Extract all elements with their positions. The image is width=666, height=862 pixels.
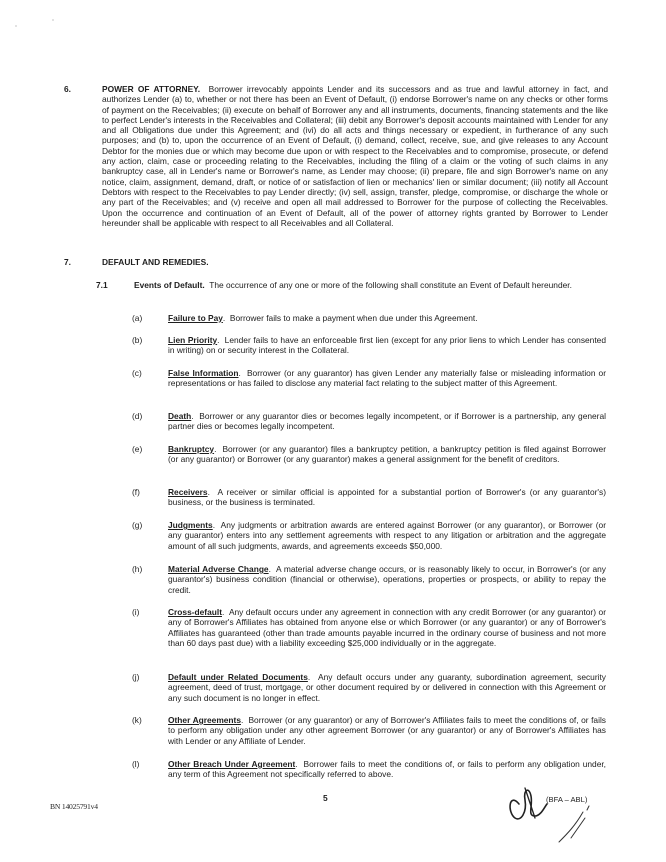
subsection-7-1 <box>96 280 606 290</box>
item-label: (e) <box>132 444 143 454</box>
item-title: Death <box>168 411 192 421</box>
subsection-body <box>134 280 606 290</box>
default-item-b <box>132 335 606 356</box>
item-body: Judgments. Any judgments or arbitration awards are entered against Borrower (or any guarantor), or Borrower (or any guarantor) enters into any settlement agreements with respect to any litigation or arbitration and the aggregate amount of all such judgments, awards, and agreements exceeds $50,000. <box>168 520 606 551</box>
item-text: Borrower or any guarantor dies or becomes legally incompetent, or if Borrower is a partnership, any general partner dies or becomes legally incompetent. <box>168 411 606 432</box>
subsection-text: The occurrence of any one or more of the following shall constitute an Event of Default hereunder. <box>209 280 572 290</box>
item-text: Borrower fails to make a payment when due under this Agreement. <box>229 313 478 323</box>
item-title: Judgments <box>168 520 213 530</box>
item-body: Cross-default. Any default occurs under any agreement in connection with any credit Borrower (or any guarantor) or any of Borrower's Affiliates has obtained from anyone else or which Borrower (or any guarantor) or any of Borrower's Affiliates has guaranteed (other than trade amounts payable incurred in the ordinary course of business and not more than 60 days past due) with a liability exceeding $25,000 individually or in the aggregate. <box>168 607 606 648</box>
item-title: Material Adverse Change <box>168 564 269 574</box>
item-text: Borrower fails to meet the conditions of, or fails to perform any obligation under, any term of this Agreement not specifically referred to above. <box>168 759 606 780</box>
item-body: Bankruptcy. Borrower (or any guarantor) files a bankruptcy petition, a bankruptcy petition is filed against Borrower (or any guarantor) or Borrower (or any guarantor) makes a general assignment for the benefit of creditors. <box>168 444 606 465</box>
default-item-a <box>132 313 606 323</box>
item-label: (d) <box>132 411 143 421</box>
initials-label: (BFA – ABL) <box>546 795 588 804</box>
item-label: (k) <box>132 715 142 725</box>
item-body: Death. Borrower or any guarantor dies or becomes legally incompetent, or if Borrower is a partnership, any general partner dies or becomes legally incompetent. <box>168 411 606 432</box>
default-item-e <box>132 444 606 465</box>
item-body: Other Breach Under Agreement. Borrower fails to meet the conditions of, or fails to perform any obligation under, any term of this Agreement not specifically referred to above. <box>168 759 606 780</box>
item-text: Borrower (or any guarantor) files a bankruptcy petition, a bankruptcy petition is filed against Borrower (or any guarantor) or Borrower (or any guarantor) makes a general assignment for the benefit of creditors. <box>168 444 606 465</box>
item-title: Bankruptcy <box>168 444 215 454</box>
item-text: Lender fails to have an enforceable first lien (except for any prior liens to which Lender has consented in writing) on or security interest in the Collateral. <box>168 335 606 356</box>
item-title: Other Agreements <box>168 715 241 725</box>
item-title: Failure to Pay <box>168 313 223 323</box>
item-text: A material adverse change occurs, or is reasonably likely to occur, in Borrower's (or any guarantor's) business condition (financial or otherwise), operations, properties or prospects, or ability to repay the credit. <box>168 564 606 595</box>
signature-stroke <box>559 806 589 842</box>
default-item-k <box>132 715 606 746</box>
section-body <box>102 84 608 228</box>
item-label: (l) <box>132 759 140 769</box>
item-title: Receivers <box>168 487 208 497</box>
default-item-i <box>132 607 606 648</box>
item-label: (i) <box>132 607 140 617</box>
item-body: Default under Related Documents. Any default occurs under any guaranty, subordination agreement, security agreement, deed of trust, mortgage, or other document required by or delivered in connection with this Agreement or any such document is no longer in effect. <box>168 672 606 703</box>
section-7 <box>64 257 608 267</box>
default-item-l <box>132 759 606 780</box>
item-label: (j) <box>132 672 140 682</box>
section-number: 6. <box>64 84 71 94</box>
section-title: POWER OF ATTORNEY. <box>102 84 201 94</box>
item-body: False Information. Borrower (or any guarantor) has given Lender any materially false or misleading information or representations or has failed to disclose any material fact relating to the subject matter of this Agreement. <box>168 368 606 389</box>
item-label: (h) <box>132 564 143 574</box>
item-title: False Information <box>168 368 239 378</box>
handwritten-initials-signature <box>505 782 615 852</box>
section-6 <box>64 84 608 228</box>
item-body: Material Adverse Change. A material adverse change occurs, or is reasonably likely to occur, in Borrower's (or any guarantor's) business condition (financial or otherwise), operations, properties or prospects, or ability to repay the credit. <box>168 564 606 595</box>
item-text: Any default occurs under any guaranty, subordination agreement, security agreement, deed of trust, mortgage, or other document required by or delivered in connection with this Agreement or any such document is no longer in effect. <box>168 672 606 703</box>
item-text: Any default occurs under any agreement in connection with any credit Borrower (or any guarantor) or any of Borrower's Affiliates has obtained from anyone else or which Borrower (or any guarantor) or any of Borrower's Affiliates has guaranteed (other than trade amounts payable incurred in the ordinary course of business and not more than 60 days past due) with a liability exceeding $25,000 individually or in the aggregate. <box>168 607 606 648</box>
item-label: (a) <box>132 313 143 323</box>
item-text: Any judgments or arbitration awards are entered against Borrower (or any guarantor), or Borrower (or any guarantor) enters into any settlement agreements with respect to any litigation or arbitration and the aggregate amount of all such judgments, awards, and agreements exceeds $50,000. <box>168 520 606 551</box>
scan-speck <box>15 25 17 27</box>
item-text: A receiver or similar official is appointed for a substantial portion of Borrower's (or any guarantor's) business, or the business is terminated. <box>168 487 606 508</box>
item-body: Failure to Pay. Borrower fails to make a payment when due under this Agreement. <box>168 313 478 323</box>
item-title: Default under Related Documents <box>168 672 308 682</box>
item-title: Lien Priority <box>168 335 218 345</box>
item-label: (b) <box>132 335 143 345</box>
item-text: Borrower (or any guarantor) has given Lender any materially false or misleading information or representations or has failed to disclose any material fact relating to the subject matter of this Agreement. <box>168 368 606 389</box>
default-item-c <box>132 368 606 389</box>
scan-speck <box>52 19 54 21</box>
default-item-d <box>132 411 606 432</box>
section-text: Borrower irrevocably appoints Lender and its successors and as true and lawful attorney in fact, and authorizes Lender (a) to, whether or not there has been an Event of Default, (i) endorse Borrower's name on any checks or other forms of payment on the Receivables; (ii) execute on behalf of Borrower any and all instruments, documents, financing statements and the like to perfect Lender's interests in the Receivables and Collateral; (iii) debit any Borrower's deposit accounts maintained with Lender for any and all Obligations due under this Agreement; and (ivi) do all acts and things necessary or expedient, in furtherance of any such purposes; and (b) to, upon the occurrence of an Event of Default, (i) demand, collect, receive, sue, and give releases to any Account Debtor for the monies due or which may become due upon or with respect to the Receivables and to compromise, prosecute, or defend any action, claim, case or proceeding relating to the Receivables, including the filing of a claim or the voting of such claims in any bankruptcy case, all in Lender's name or Borrower's name, as Lender may choose; (ii) prepare, file and sign Borrower's name on any notice, claim, assignment, demand, draft, or notice of or satisfaction of lien or mechanics' lien or similar document; (iii) notify all Account Debtors with respect to the Receivables to pay Lender directly; (iv) sell, assign, transfer, pledge, compromise, or discharge the whole or any part of the Receivables; and (v) receive and open all mail addressed to Borrower for the purpose of collecting the Receivables. Upon the occurrence and continuation of an Event of Default, all of the power of attorney rights granted by Borrower to Lender hereunder shall be applicable with respect to all Receivables and all Collateral. <box>102 84 608 228</box>
item-body: Lien Priority. Lender fails to have an enforceable first lien (except for any prior liens to which Lender has consented in writing) on or security interest in the Collateral. <box>168 335 606 356</box>
default-item-f <box>132 487 606 508</box>
item-text: Borrower (or any guarantor) or any of Borrower's Affiliates fails to meet the conditions of, or fails to perform any obligation under any other agreement Borrower (or any guarantor) or any of Borrower's Affiliates has with Lender or any Affiliate of Lender. <box>168 715 606 746</box>
section-body <box>102 257 608 267</box>
document-id: BN 14025791v4 <box>50 802 98 811</box>
signature-stroke <box>510 790 547 819</box>
item-body: Receivers. A receiver or similar official is appointed for a substantial portion of Borrower's (or any guarantor's) business, or the business is terminated. <box>168 487 606 508</box>
section-number: 7. <box>64 257 71 267</box>
item-label: (c) <box>132 368 142 378</box>
item-body: Other Agreements. Borrower (or any guarantor) or any of Borrower's Affiliates fails to meet the conditions of, or fails to perform any obligation under any other agreement Borrower (or any guarantor) or any of Borrower's Affiliates has with Lender or any Affiliate of Lender. <box>168 715 606 746</box>
default-item-h <box>132 564 606 595</box>
default-item-j <box>132 672 606 703</box>
subsection-number: 7.1 <box>96 280 108 290</box>
item-title: Other Breach Under Agreement <box>168 759 296 769</box>
section-title: DEFAULT AND REMEDIES. <box>102 257 209 267</box>
item-label: (f) <box>132 487 140 497</box>
page-number: 5 <box>323 793 328 803</box>
item-title: Cross-default <box>168 607 222 617</box>
subsection-title: Events of Default. <box>134 280 205 290</box>
default-item-g <box>132 520 606 551</box>
item-label: (g) <box>132 520 143 530</box>
